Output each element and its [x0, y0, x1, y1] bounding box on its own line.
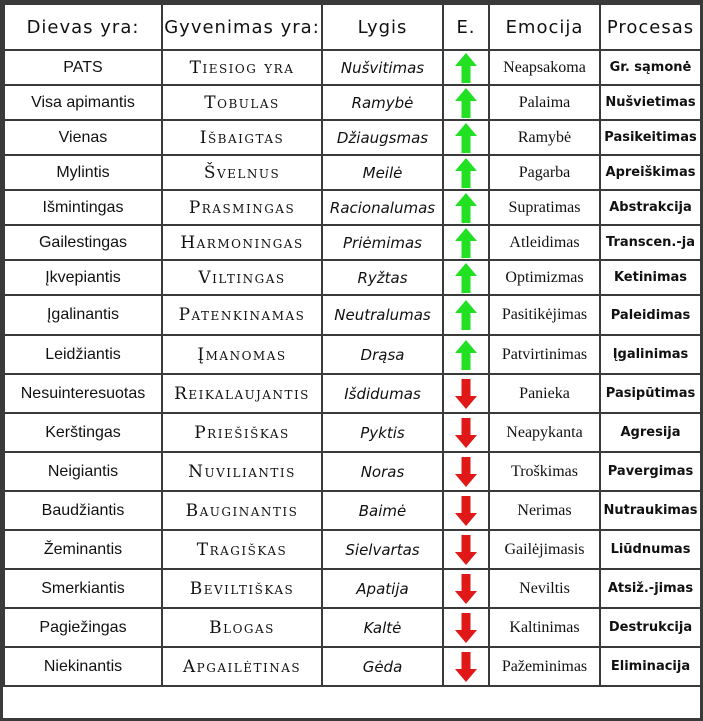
level-cell: Priėmimas — [322, 225, 443, 260]
god-cell: Nesuinteresuotas — [4, 374, 162, 413]
level-cell: Drąsa — [322, 335, 443, 374]
process-cell: Destrukcija — [600, 608, 701, 647]
emotion-cell: Optimizmas — [489, 260, 600, 295]
arrow-down-icon — [454, 534, 478, 566]
direction-cell — [443, 491, 489, 530]
arrow-up-icon — [454, 52, 478, 84]
god-cell: Pagiežingas — [4, 608, 162, 647]
header-emotion: Emocija — [489, 4, 600, 50]
life-cell: Prasmingas — [162, 190, 322, 225]
god-cell: Neigiantis — [4, 452, 162, 491]
life-cell: Beviltiškas — [162, 569, 322, 608]
process-cell: Eliminacija — [600, 647, 701, 686]
arrow-up-icon — [454, 192, 478, 224]
god-cell: PATS — [4, 50, 162, 85]
direction-cell — [443, 295, 489, 335]
emotion-cell: Neapykanta — [489, 413, 600, 452]
god-cell: Kerštingas — [4, 413, 162, 452]
direction-cell — [443, 260, 489, 295]
table-row — [4, 608, 701, 647]
arrow-down-icon — [454, 495, 478, 527]
process-cell: Nušvietimas — [600, 85, 701, 120]
table-row — [4, 120, 701, 155]
god-cell: Visa apimantis — [4, 85, 162, 120]
level-cell: Džiaugsmas — [322, 120, 443, 155]
process-cell: Paleidimas — [600, 295, 701, 335]
level-cell: Neutralumas — [322, 295, 443, 335]
arrow-down-icon — [454, 378, 478, 410]
god-cell: Įkvepiantis — [4, 260, 162, 295]
life-cell: Nuviliantis — [162, 452, 322, 491]
table-row — [4, 335, 701, 374]
direction-cell — [443, 608, 489, 647]
direction-cell — [443, 50, 489, 85]
table-row — [4, 530, 701, 569]
header-life: Gyvenimas yra: — [162, 4, 322, 50]
direction-cell — [443, 190, 489, 225]
table-row — [4, 452, 701, 491]
header-process: Procesas — [600, 4, 701, 50]
direction-cell — [443, 374, 489, 413]
arrow-up-icon — [454, 262, 478, 294]
life-cell: Tobulas — [162, 85, 322, 120]
direction-cell — [443, 530, 489, 569]
life-cell: Įmanomas — [162, 335, 322, 374]
table-row — [4, 647, 701, 686]
arrow-down-icon — [454, 651, 478, 683]
life-cell: Tragiškas — [162, 530, 322, 569]
emotion-cell: Troškimas — [489, 452, 600, 491]
arrow-up-icon — [454, 87, 478, 119]
table-row — [4, 491, 701, 530]
life-cell: Švelnus — [162, 155, 322, 190]
god-cell: Smerkiantis — [4, 569, 162, 608]
emotion-cell: Gailėjimasis — [489, 530, 600, 569]
direction-cell — [443, 225, 489, 260]
life-cell: Tiesiog yra — [162, 50, 322, 85]
god-cell: Gailestingas — [4, 225, 162, 260]
table-body — [4, 50, 701, 686]
table-row — [4, 190, 701, 225]
table-row — [4, 569, 701, 608]
table-row — [4, 260, 701, 295]
process-cell: Atsiž.-jimas — [600, 569, 701, 608]
life-cell: Išbaigtas — [162, 120, 322, 155]
direction-cell — [443, 647, 489, 686]
direction-cell — [443, 120, 489, 155]
god-cell: Išmintingas — [4, 190, 162, 225]
arrow-down-icon — [454, 612, 478, 644]
table-row — [4, 413, 701, 452]
life-cell: Blogas — [162, 608, 322, 647]
god-cell: Leidžiantis — [4, 335, 162, 374]
process-cell: Pasikeitimas — [600, 120, 701, 155]
direction-cell — [443, 155, 489, 190]
emotion-cell: Neapsakoma — [489, 50, 600, 85]
process-cell: Transcen.-ja — [600, 225, 701, 260]
life-cell: Harmoningas — [162, 225, 322, 260]
direction-cell — [443, 413, 489, 452]
level-cell: Noras — [322, 452, 443, 491]
arrow-down-icon — [454, 456, 478, 488]
level-cell: Apatija — [322, 569, 443, 608]
table-row — [4, 374, 701, 413]
level-cell: Meilė — [322, 155, 443, 190]
level-cell: Baimė — [322, 491, 443, 530]
god-cell: Niekinantis — [4, 647, 162, 686]
process-cell: Nutraukimas — [600, 491, 701, 530]
table-row — [4, 295, 701, 335]
life-cell: Apgailėtinas — [162, 647, 322, 686]
emotion-cell: Panieka — [489, 374, 600, 413]
table-row — [4, 50, 701, 85]
arrow-up-icon — [454, 299, 478, 331]
level-cell: Sielvartas — [322, 530, 443, 569]
god-cell: Baudžiantis — [4, 491, 162, 530]
emotion-cell: Atleidimas — [489, 225, 600, 260]
arrow-up-icon — [454, 227, 478, 259]
emotion-cell: Neviltis — [489, 569, 600, 608]
table-row — [4, 225, 701, 260]
emotion-cell: Pasitikėjimas — [489, 295, 600, 335]
emotion-cell: Kaltinimas — [489, 608, 600, 647]
header-row — [4, 4, 701, 50]
emotion-cell: Pažeminimas — [489, 647, 600, 686]
level-cell: Pyktis — [322, 413, 443, 452]
process-cell: Gr. sąmonė — [600, 50, 701, 85]
emotion-cell: Supratimas — [489, 190, 600, 225]
header-level: Lygis — [322, 4, 443, 50]
process-cell: Liūdnumas — [600, 530, 701, 569]
level-cell: Kaltė — [322, 608, 443, 647]
level-cell: Gėda — [322, 647, 443, 686]
table-row — [4, 155, 701, 190]
process-cell: Įgalinimas — [600, 335, 701, 374]
god-cell: Įgalinantis — [4, 295, 162, 335]
emotion-cell: Patvirtinimas — [489, 335, 600, 374]
arrow-down-icon — [454, 417, 478, 449]
god-cell: Žeminantis — [4, 530, 162, 569]
god-cell: Vienas — [4, 120, 162, 155]
emotion-scale-table — [3, 3, 702, 687]
process-cell: Apreiškimas — [600, 155, 701, 190]
level-cell: Išdidumas — [322, 374, 443, 413]
level-cell: Racionalumas — [322, 190, 443, 225]
emotion-cell: Nerimas — [489, 491, 600, 530]
direction-cell — [443, 335, 489, 374]
direction-cell — [443, 452, 489, 491]
process-cell: Pavergimas — [600, 452, 701, 491]
arrow-up-icon — [454, 339, 478, 371]
arrow-up-icon — [454, 122, 478, 154]
life-cell: Patenkinamas — [162, 295, 322, 335]
arrow-up-icon — [454, 157, 478, 189]
table-row — [4, 85, 701, 120]
level-cell: Nušvitimas — [322, 50, 443, 85]
emotion-cell: Pagarba — [489, 155, 600, 190]
process-cell: Agresija — [600, 413, 701, 452]
level-cell: Ryžtas — [322, 260, 443, 295]
life-cell: Reikalaujantis — [162, 374, 322, 413]
direction-cell — [443, 569, 489, 608]
god-cell: Mylintis — [4, 155, 162, 190]
life-cell: Bauginantis — [162, 491, 322, 530]
header-direction: E. — [443, 4, 489, 50]
life-cell: Priešiškas — [162, 413, 322, 452]
header-god: Dievas yra: — [4, 4, 162, 50]
direction-cell — [443, 85, 489, 120]
life-cell: Viltingas — [162, 260, 322, 295]
emotion-cell: Ramybė — [489, 120, 600, 155]
process-cell: Abstrakcija — [600, 190, 701, 225]
level-cell: Ramybė — [322, 85, 443, 120]
process-cell: Ketinimas — [600, 260, 701, 295]
process-cell: Pasipūtimas — [600, 374, 701, 413]
emotion-cell: Palaima — [489, 85, 600, 120]
arrow-down-icon — [454, 573, 478, 605]
